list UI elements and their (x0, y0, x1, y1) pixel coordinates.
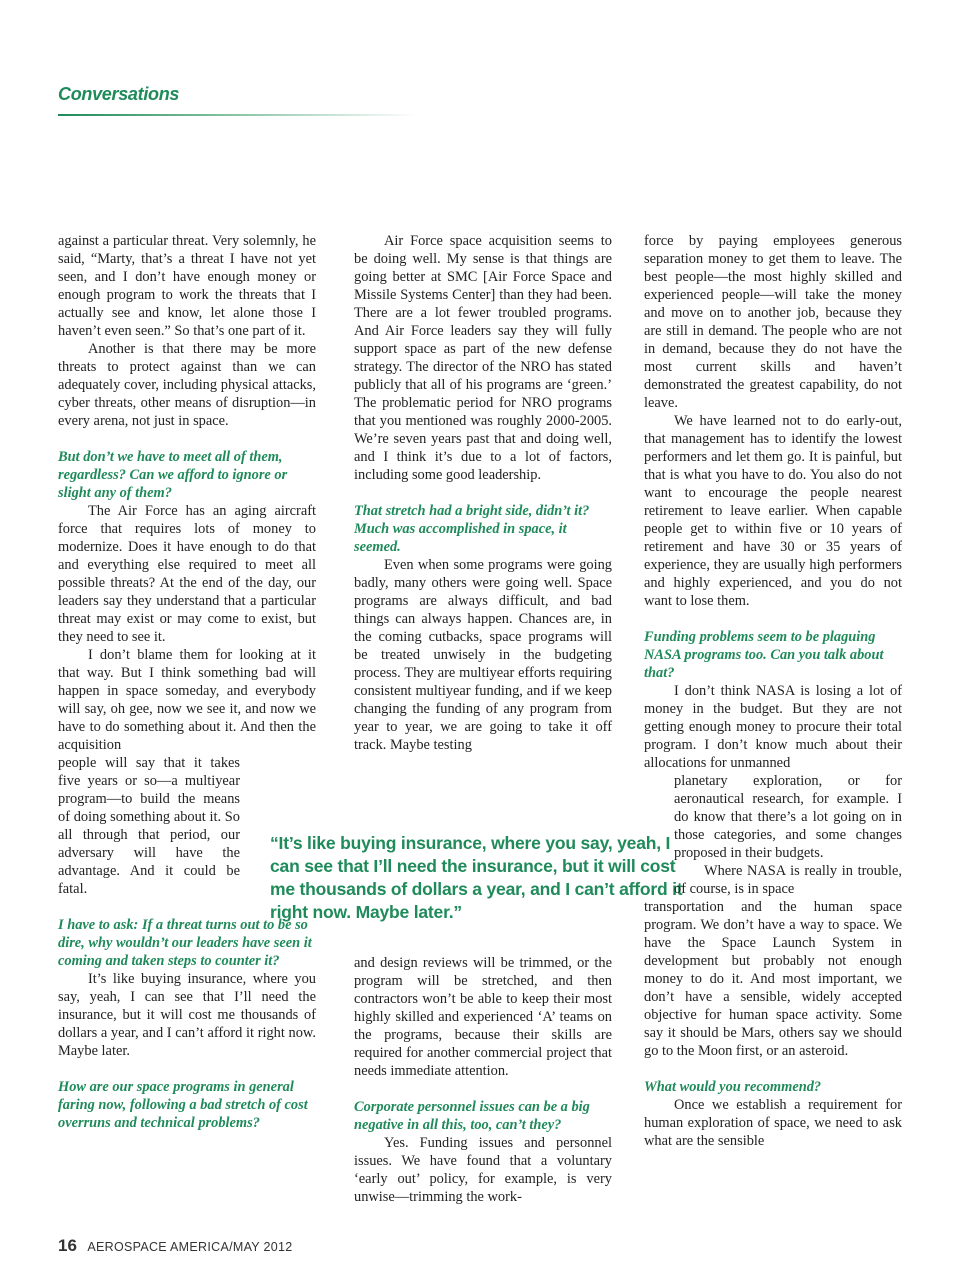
body-paragraph-continued: planetary exploration, or for aeronautical research, for example. I do know that there’s a lot going on in those categories, and some changes proposed in their budgets. (674, 773, 902, 861)
page-number: 16 (58, 1236, 77, 1255)
interview-question: I have to ask: If a threat turns out to be so dire, why wouldn’t our leaders have seen it coming and taken steps to counter it? (58, 917, 312, 969)
pull-quote: “It’s like buying insurance, where you say, yeah, I can see that I’ll need the insurance, but it will cost me thousands of dollars a year, and I can’t afford it right now. Maybe later.” (270, 833, 683, 922)
page-footer (58, 1236, 292, 1256)
publication-line: AEROSPACE AMERICA/MAY 2012 (87, 1240, 293, 1254)
body-paragraph-continued: people will say that it takes five years or so—a multiyear program—to build the means of doing something about it. So all through that period, our adversary will have the advantage. And it could be fatal. (58, 755, 240, 897)
body-paragraph-continued: and design reviews will be trimmed, or the program will be stretched, and then contractors won’t be able to keep their most highly skilled and experienced ‘A’ teams on the programs, because their skills are required for another commercial project that needs immediate attention. (354, 955, 612, 1079)
body-paragraph: Where NASA is really in trouble, of course, is in space (674, 863, 902, 897)
body-paragraph: against a particular threat. Very solemnly, he said, “Marty, that’s a threat I have not yet seen, and I don’t have enough money or enough program to work the threats that I actually see and know, let alone those I haven’t even seen.” So that’s one part of it. (58, 233, 316, 339)
section-divider (58, 114, 418, 116)
column-3 (644, 232, 902, 1150)
interview-question: Corporate personnel issues can be a big negative in all this, too, can’t they? (354, 1099, 590, 1133)
body-paragraph-continued: transportation and the human space program. We don’t have a way to space. We have the Space Launch System in development but probably not enough money to do it. And most important, we don’t have a sensible, widely accepted objective for human space activity. Some say it should be Mars, others say we should go to the Moon first, or an asteroid. (644, 899, 902, 1059)
body-paragraph: I don’t think NASA is losing a lot of money in the budget. But they are not getting enough money to procure their total program. I don’t know much about their allocations for unmanned (644, 683, 902, 771)
body-paragraph: Another is that there may be more threats to protect against than we can adequately cover, including physical attacks, cyber threats, other means of disruption—in every arena, not just in space. (58, 341, 316, 429)
body-paragraph: I don’t blame them for looking at it that way. But I think something bad will happen in space someday, and everybody will say, oh gee, now we see it, and now we have to do something about it. And then the acquisition (58, 647, 316, 753)
body-paragraph: Air Force space acquisition seems to be doing well. My sense is that things are going better at SMC [Air Force Space and Missile Systems Center] than they had been. There are a lot fewer troubled programs. And Air Force leaders say they will fully support space as part of the new defense strategy. The director of the NRO has stated publicly that all of his programs are ‘green.’ The problematic period for NRO programs that you mentioned was roughly 2000-2005. We’re seven years past that and doing well, and I think it’s due to a lot of factors, including some good leadership. (354, 233, 612, 483)
interview-question: What would you recommend? (644, 1079, 822, 1095)
body-paragraph-continued: force by paying employees generous separation money to get them to leave. The best people—the most highly skilled and experienced people—will take the money and move on to another job, because they are still in demand. The people who are not in demand, because they do not have the most current skills and haven’t demonstrated the greatest capability, do not leave. (644, 233, 902, 411)
body-paragraph: Even when some programs were going badly, many others were going well. Space programs are always difficult, and bad things can always happen. Chances are, in the coming cutbacks, space programs will be treated unwisely in the budgeting process. They are multiyear efforts requiring consistent multiyear funding, and if we keep changing the funding of any program from year to year, we are going to take it off track. Maybe testing (354, 557, 612, 753)
section-label: Conversations (58, 84, 180, 104)
body-paragraph: We have learned not to do early-out, that management has to identify the lowest performers and let them go. It is painful, but that is what you have to do. You also do not want to encourage the people nearest retirement to leave earlier. When capable people get to within five or 10 years of retirement and have 30 or 35 years of experience, they are usually high performers and highly experienced, and you do not want to lose them. (644, 413, 902, 609)
interview-question: Funding problems seem to be plaguing NASA programs too. Can you talk about that? (644, 629, 884, 681)
interview-question: But don’t we have to meet all of them, regardless? Can we afford to ignore or slight any of them? (58, 449, 288, 501)
column-1 (58, 232, 316, 1132)
column-2-lower (354, 954, 612, 1206)
body-paragraph: Yes. Funding issues and personnel issues. We have found that a voluntary ‘early out’ policy, for example, is very unwise—trimming the work- (354, 1135, 612, 1205)
column-2-upper (354, 232, 612, 754)
body-paragraph: Once we establish a requirement for human exploration of space, we need to ask what are the sensible (644, 1097, 902, 1149)
interview-question: How are our space programs in general faring now, following a bad stretch of cost overruns and technical problems? (58, 1079, 308, 1131)
interview-question: That stretch had a bright side, didn’t it? Much was accomplished in space, it seemed. (354, 503, 590, 555)
body-paragraph: It’s like buying insurance, where you say, yeah, I can see that I’ll need the insurance, but it will cost me thousands of dollars a year, and I can’t afford it right now. Maybe later. (58, 971, 316, 1059)
body-paragraph: The Air Force has an aging aircraft force that requires lots of money to modernize. Does it have enough to do that and everything else required to meet all possible threats? At the end of the day, our leaders say they understand that a particular threat may exist or may come to exist, but they need to see it. (58, 503, 316, 645)
